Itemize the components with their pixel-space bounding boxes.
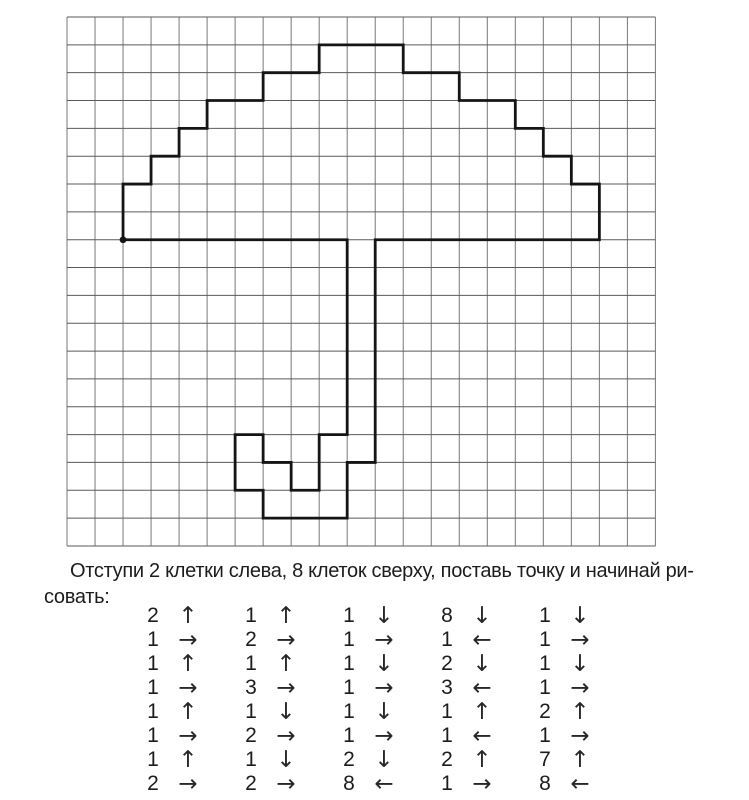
step-count: 1 — [441, 628, 453, 651]
step — [533, 724, 595, 748]
step — [533, 652, 595, 676]
arrow-left-icon: ← — [472, 627, 492, 653]
arrow-down-icon: ↓ — [276, 699, 296, 725]
step — [435, 700, 497, 724]
arrow-left-icon: ← — [570, 771, 590, 797]
step — [141, 724, 203, 748]
step-count: 1 — [539, 652, 551, 675]
instructions-line2: совать: — [44, 586, 110, 608]
step-count: 1 — [343, 604, 355, 627]
step-count: 8 — [441, 604, 453, 627]
step-count: 2 — [147, 604, 159, 627]
step-count: 1 — [539, 604, 551, 627]
arrow-down-icon: ↓ — [570, 603, 590, 629]
step — [141, 748, 203, 772]
step-count: 2 — [441, 748, 453, 771]
step — [435, 676, 497, 700]
arrow-down-icon: ↓ — [374, 603, 394, 629]
arrow-down-icon: ↓ — [374, 747, 394, 773]
step-count: 2 — [539, 700, 551, 723]
step-count: 1 — [441, 772, 453, 795]
step — [141, 628, 203, 652]
step-count: 1 — [245, 604, 257, 627]
arrow-up-icon: ↑ — [178, 651, 198, 677]
step-count: 1 — [147, 748, 159, 771]
step-count: 1 — [343, 628, 355, 651]
arrow-right-icon: → — [276, 771, 296, 797]
step — [533, 676, 595, 700]
arrow-up-icon: ↑ — [472, 699, 492, 725]
arrow-right-icon: → — [178, 627, 198, 653]
arrow-up-icon: ↑ — [276, 603, 296, 629]
steps-column — [141, 604, 203, 796]
arrow-right-icon: → — [570, 675, 590, 701]
step-count: 2 — [245, 772, 257, 795]
grid-drawing-umbrella — [62, 12, 660, 551]
step-count: 8 — [539, 772, 551, 795]
arrow-left-icon: ← — [472, 675, 492, 701]
step — [239, 676, 301, 700]
step — [239, 628, 301, 652]
step — [435, 628, 497, 652]
arrow-down-icon: ↓ — [276, 747, 296, 773]
steps-column — [435, 604, 497, 796]
step — [337, 724, 399, 748]
step-count: 2 — [343, 748, 355, 771]
step — [239, 724, 301, 748]
arrow-right-icon: → — [374, 675, 394, 701]
step-count: 1 — [539, 676, 551, 699]
steps-column — [337, 604, 399, 796]
arrow-right-icon: → — [374, 627, 394, 653]
step-count: 1 — [441, 724, 453, 747]
step — [337, 700, 399, 724]
arrow-up-icon: ↑ — [178, 747, 198, 773]
step-count: 2 — [245, 628, 257, 651]
arrow-right-icon: → — [276, 675, 296, 701]
arrow-right-icon: → — [178, 723, 198, 749]
step — [435, 748, 497, 772]
arrow-down-icon: ↓ — [472, 603, 492, 629]
step-count: 1 — [245, 748, 257, 771]
step — [533, 772, 595, 796]
step — [337, 652, 399, 676]
step-count: 1 — [441, 700, 453, 723]
step — [337, 748, 399, 772]
step-count: 1 — [147, 628, 159, 651]
arrow-down-icon: ↓ — [374, 699, 394, 725]
step — [239, 700, 301, 724]
arrow-left-icon: ← — [472, 723, 492, 749]
instructions-line1: Отступи 2 клетки слева, 8 клеток сверху, поставь точку и начинай ри- — [70, 560, 694, 582]
step — [239, 748, 301, 772]
step-count: 1 — [147, 652, 159, 675]
arrow-down-icon: ↓ — [374, 651, 394, 677]
step-count: 1 — [147, 724, 159, 747]
step-count: 1 — [343, 700, 355, 723]
arrow-right-icon: → — [276, 627, 296, 653]
step-count: 3 — [441, 676, 453, 699]
step — [533, 700, 595, 724]
step-count: 1 — [245, 700, 257, 723]
arrow-up-icon: ↑ — [178, 699, 198, 725]
arrow-right-icon: → — [276, 723, 296, 749]
step — [533, 604, 595, 628]
arrow-down-icon: ↓ — [472, 651, 492, 677]
arrow-right-icon: → — [570, 723, 590, 749]
step — [239, 652, 301, 676]
step-count: 1 — [343, 652, 355, 675]
steps-column — [239, 604, 301, 796]
step — [337, 628, 399, 652]
step-count: 7 — [539, 748, 551, 771]
step-count: 2 — [245, 724, 257, 747]
step — [141, 772, 203, 796]
step-count: 3 — [245, 676, 257, 699]
step-count: 1 — [539, 628, 551, 651]
arrow-right-icon: → — [374, 723, 394, 749]
arrow-right-icon: → — [178, 771, 198, 797]
step — [435, 652, 497, 676]
arrow-down-icon: ↓ — [570, 651, 590, 677]
step-count: 1 — [343, 724, 355, 747]
step — [435, 604, 497, 628]
instructions-text — [44, 558, 694, 610]
step-count: 1 — [539, 724, 551, 747]
arrow-right-icon: → — [570, 627, 590, 653]
steps-table — [141, 604, 595, 796]
step — [533, 628, 595, 652]
step-count: 2 — [147, 772, 159, 795]
step-count: 8 — [343, 772, 355, 795]
step — [337, 676, 399, 700]
arrow-up-icon: ↑ — [178, 603, 198, 629]
step — [435, 772, 497, 796]
step — [533, 748, 595, 772]
step — [337, 772, 399, 796]
step — [141, 604, 203, 628]
step-count: 1 — [245, 652, 257, 675]
step — [239, 772, 301, 796]
step-count: 1 — [147, 676, 159, 699]
arrow-left-icon: ← — [374, 771, 394, 797]
arrow-up-icon: ↑ — [570, 699, 590, 725]
arrow-up-icon: ↑ — [276, 651, 296, 677]
arrow-up-icon: ↑ — [472, 747, 492, 773]
step-count: 1 — [343, 676, 355, 699]
arrow-up-icon: ↑ — [570, 747, 590, 773]
step — [239, 604, 301, 628]
step — [141, 676, 203, 700]
arrow-right-icon: → — [178, 675, 198, 701]
step — [141, 652, 203, 676]
step-count: 2 — [441, 652, 453, 675]
step — [337, 604, 399, 628]
steps-column — [533, 604, 595, 796]
step — [141, 700, 203, 724]
step-count: 1 — [147, 700, 159, 723]
arrow-right-icon: → — [472, 771, 492, 797]
step — [435, 724, 497, 748]
